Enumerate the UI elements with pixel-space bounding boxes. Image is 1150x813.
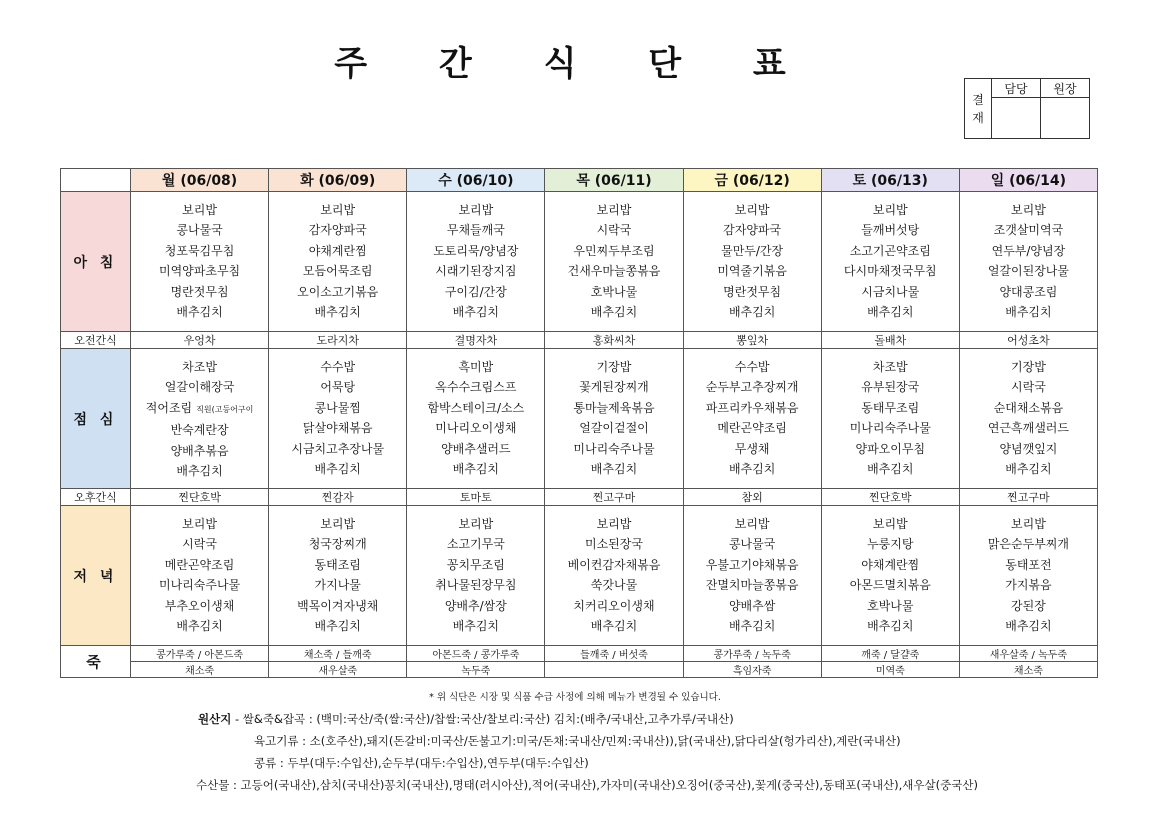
porridge-cell: 채소죽 / 들깨죽 (269, 646, 407, 662)
breakfast-menu-item: 배추김치 (452, 305, 500, 320)
breakfast-menu-item: 건새우마늘쫑볶음 (567, 264, 661, 279)
pm-snack-label: 오후간식 (61, 489, 131, 506)
am-snack-cell: 어성초차 (959, 332, 1097, 349)
lunch-menu-item: 배추김치 (1005, 462, 1052, 477)
dinner-menu-item: 가지나물 (314, 578, 361, 593)
lunch-cell (407, 349, 545, 489)
dinner-menu-item: 백목이겨자냉채 (297, 598, 379, 613)
lunch-menu-item: 흑미밥 (458, 360, 494, 374)
breakfast-menu-item: 도토리묵/양념장 (433, 243, 519, 258)
dinner-menu-item: 꽁치무조림 (446, 557, 505, 572)
dinner-menu-item: 호박나물 (867, 598, 914, 613)
lunch-menu-item: 꽃게된장찌개 (579, 380, 649, 395)
dinner-menu-item: 우불고기야채볶음 (705, 557, 799, 572)
breakfast-menu-item: 콩나물국 (176, 223, 223, 238)
porridge-cell: 미역죽 (821, 662, 959, 678)
lunch-menu-item: 수수밥 (320, 360, 356, 374)
dinner-label: 저 녁 (61, 506, 131, 646)
lunch-cell (545, 349, 683, 489)
am-snack-cell: 우엉차 (131, 332, 269, 349)
lunch-menu-item: 양파오이무침 (855, 441, 926, 456)
dinner-menu-item: 베이컨감자채볶음 (567, 557, 661, 572)
lunch-menu-item: 옥수수크림스프 (435, 380, 517, 395)
dinner-menu-item: 메란곤약조림 (164, 557, 235, 572)
breakfast-cell (959, 192, 1097, 332)
breakfast-menu-item: 미역줄기볶음 (717, 264, 787, 279)
lunch-menu-item: 배추김치 (314, 462, 361, 477)
lunch-menu-item: 미나리오이생채 (435, 421, 517, 436)
lunch-menu-item: 차조밥 (872, 360, 908, 374)
approval-box (964, 78, 1090, 139)
dinner-cell (269, 506, 407, 646)
breakfast-menu-item: 시래기된장지짐 (435, 264, 517, 279)
dinner-menu-item: 콩나물국 (728, 537, 776, 552)
dinner-cell (407, 506, 545, 646)
origin-line-2: 육고기류 : 소(호주산),돼지(돈갈비:미국산/돈불고기:미국/돈채:국내산/민찌:국내산)),닭(국내산),닭다리살(헝가리산),계란(국내산) (254, 734, 901, 748)
breakfast-cell (683, 192, 821, 332)
dinner-menu-item: 양배추쌈 (728, 598, 776, 613)
day-header: 일 (06/14) (959, 169, 1097, 192)
dinner-menu-item: 보리밥 (596, 517, 632, 531)
lunch-menu-item: 적어조림 직원(고등어구이 (145, 400, 254, 415)
breakfast-menu-item: 시금치나물 (861, 284, 920, 299)
breakfast-menu-item: 보리밥 (320, 203, 356, 217)
breakfast-menu-item: 배추김치 (590, 305, 638, 320)
lunch-menu-item: 기장밥 (1011, 360, 1046, 374)
breakfast-menu-item: 시락국 (596, 223, 632, 238)
dinner-cell (959, 506, 1097, 646)
breakfast-menu-item: 청포묵김무침 (164, 243, 235, 258)
dinner-menu-item: 보리밥 (182, 517, 217, 531)
dinner-menu-item: 맑은순두부찌개 (987, 537, 1069, 552)
lunch-menu-item: 배추김치 (590, 462, 638, 477)
lunch-menu-item: 양배추샐러드 (441, 441, 511, 456)
pm-snack-cell: 찐단호박 (131, 489, 269, 506)
porridge-cell: 채소죽 (131, 662, 269, 678)
pm-snack-cell: 찐단호박 (821, 489, 959, 506)
am-snack-cell: 도라지차 (269, 332, 407, 349)
dinner-menu-item: 가지볶음 (1005, 578, 1052, 593)
breakfast-menu-item: 다시마채젓국무침 (843, 264, 937, 279)
lunch-cell (821, 349, 959, 489)
lunch-cell (959, 349, 1097, 489)
pm-snack-cell: 찐고구마 (545, 489, 683, 506)
porridge-cell: 깨죽 / 달걀죽 (821, 646, 959, 662)
dinner-menu-item: 배추김치 (452, 619, 500, 634)
am-snack-cell: 뽕잎차 (683, 332, 821, 349)
breakfast-menu-item: 무채들깨국 (446, 223, 505, 238)
lunch-menu-item: 닭살야채볶음 (302, 421, 373, 436)
day-header: 월 (06/08) (131, 169, 269, 192)
dinner-cell (683, 506, 821, 646)
lunch-menu-item: 연근흑깨샐러드 (987, 421, 1069, 436)
porridge-cell: 콩가루죽 / 녹두죽 (683, 646, 821, 662)
day-header: 목 (06/11) (545, 169, 683, 192)
lunch-row (61, 349, 1098, 489)
lunch-menu-item: 미나리숙주나물 (573, 441, 655, 456)
lunch-menu-item: 시락국 (1011, 380, 1046, 395)
breakfast-menu-item: 야채계란찜 (308, 243, 367, 258)
lunch-menu-item: 배추김치 (867, 462, 914, 477)
porridge-cell: 녹두죽 (407, 662, 545, 678)
dinner-menu-item: 동태포전 (1005, 557, 1052, 572)
dinner-menu-item: 양배추/쌈장 (444, 598, 507, 613)
approval-sign-director[interactable] (1041, 98, 1090, 139)
lunch-menu-item: 기장밥 (596, 360, 632, 374)
lunch-menu-item: 반숙계란장 (170, 423, 229, 438)
origin-line-3: 콩류 : 두부(대두:수입산),순두부(대두:수입산),연두부(대두:수입산) (254, 756, 589, 770)
lunch-staff-note: 직원(고등어구이 (196, 404, 254, 414)
lunch-menu-item: 차조밥 (182, 360, 217, 374)
lunch-cell (131, 349, 269, 489)
porridge-cell: 새우살죽 (269, 662, 407, 678)
dinner-menu-item: 치커리오이생채 (573, 598, 655, 613)
day-header: 수 (06/10) (407, 169, 545, 192)
lunch-menu-item: 콩나물찜 (314, 400, 361, 415)
pm-snack-cell: 참외 (683, 489, 821, 506)
lunch-cell (269, 349, 407, 489)
porridge-cell: 새우살죽 / 녹두죽 (959, 646, 1097, 662)
lunch-menu-item: 양배추볶음 (170, 443, 229, 458)
porridge-row-2 (61, 662, 1098, 678)
breakfast-menu-item: 배추김치 (1005, 305, 1052, 320)
breakfast-menu-item: 구이김/간장 (444, 284, 507, 299)
porridge-cell: 아몬드죽 / 콩가루죽 (407, 646, 545, 662)
dinner-menu-item: 배추김치 (728, 619, 776, 634)
am-snack-cell: 홍화씨차 (545, 332, 683, 349)
breakfast-menu-item: 보리밥 (182, 203, 217, 217)
dinner-menu-item: 누룽지탕 (867, 537, 914, 552)
breakfast-cell (821, 192, 959, 332)
dinner-menu-item: 청국장찌개 (308, 537, 367, 552)
am-snack-row (61, 332, 1098, 349)
day-header: 금 (06/12) (683, 169, 821, 192)
porridge-cell: 채소죽 (959, 662, 1097, 678)
dinner-menu-item: 배추김치 (314, 619, 361, 634)
lunch-label: 점 심 (61, 349, 131, 489)
day-header-row (61, 169, 1098, 192)
am-snack-cell: 결명자차 (407, 332, 545, 349)
dinner-menu-item: 배추김치 (867, 619, 914, 634)
lunch-menu-item: 순대채소볶음 (993, 400, 1064, 415)
origin-rice: - 쌀&죽&잡곡 : (백미:국산/죽(쌀:국산)/찹쌀:국산/찰보리:국산) 김치:(배추/국내산,고추가루/국내산) (231, 712, 734, 726)
dinner-menu-item: 소고기무국 (446, 537, 505, 552)
porridge-cell: 콩가루죽 / 아몬드죽 (131, 646, 269, 662)
porridge-label: 죽 (61, 646, 131, 678)
corner-cell (61, 169, 131, 192)
dinner-menu-item: 보리밥 (458, 517, 494, 531)
dinner-menu-item: 보리밥 (320, 517, 356, 531)
day-header: 화 (06/09) (269, 169, 407, 192)
dinner-menu-item: 취나물된장무침 (435, 578, 517, 593)
dinner-menu-item: 미소된장국 (585, 537, 643, 552)
breakfast-menu-item: 얼갈이된장나물 (987, 264, 1069, 279)
lunch-menu-item: 배추김치 (728, 462, 776, 477)
lunch-menu-item: 어묵탕 (320, 380, 356, 395)
breakfast-menu-item: 미역양파초무침 (158, 264, 241, 279)
dinner-menu-item: 쑥갓나물 (590, 578, 638, 593)
breakfast-menu-item: 감자양파국 (308, 223, 367, 238)
dinner-menu-item: 미나리숙주나물 (158, 578, 241, 593)
dinner-menu-item: 아몬드멸치볶음 (849, 578, 931, 593)
breakfast-menu-item: 배추김치 (176, 305, 223, 320)
dinner-menu-item: 배추김치 (176, 619, 223, 634)
dinner-menu-item: 보리밥 (872, 517, 908, 531)
lunch-menu-item: 유부된장국 (861, 380, 920, 395)
porridge-cell: 들깨죽 / 버섯죽 (545, 646, 683, 662)
dinner-menu-item: 잔멸치마늘쫑볶음 (705, 578, 799, 593)
breakfast-menu-item: 소고기곤약조림 (849, 243, 931, 258)
breakfast-cell (269, 192, 407, 332)
breakfast-menu-item: 보리밥 (734, 203, 770, 217)
lunch-menu-item: 배추김치 (176, 464, 223, 479)
breakfast-menu-item: 양대콩조림 (999, 284, 1058, 299)
breakfast-cell (407, 192, 545, 332)
dinner-menu-item: 배추김치 (1005, 619, 1052, 634)
origin-line-1 (198, 708, 978, 730)
breakfast-menu-item: 보리밥 (872, 203, 908, 217)
lunch-menu-item: 미나리숙주나물 (849, 421, 931, 436)
breakfast-cell (131, 192, 269, 332)
lunch-menu-item: 배추김치 (452, 462, 500, 477)
lunch-menu-item: 파프리카우채볶음 (705, 400, 799, 415)
dinner-menu-item: 보리밥 (1011, 517, 1046, 531)
breakfast-menu-item: 감자양파국 (723, 223, 782, 238)
breakfast-menu-item: 배추김치 (314, 305, 361, 320)
breakfast-menu-item: 우민찌두부조림 (573, 243, 655, 258)
breakfast-menu-item: 호박나물 (590, 284, 638, 299)
breakfast-menu-item: 보리밥 (596, 203, 632, 217)
breakfast-menu-item: 모듬어묵조림 (302, 264, 373, 279)
breakfast-row (61, 192, 1098, 332)
approval-col-manager: 담당 (992, 79, 1041, 98)
lunch-menu-item: 무생채 (734, 441, 770, 456)
am-snack-cell: 돌배차 (821, 332, 959, 349)
approval-col-director: 원장 (1041, 79, 1090, 98)
breakfast-label: 아 침 (61, 192, 131, 332)
breakfast-menu-item: 배추김치 (728, 305, 776, 320)
lunch-menu-item: 시금치고추장나물 (291, 441, 385, 456)
lunch-menu-item: 통마늘제육볶음 (573, 400, 655, 415)
lunch-menu-item: 순두부고추장찌개 (705, 380, 799, 395)
dinner-cell (131, 506, 269, 646)
origin-info (198, 708, 978, 796)
breakfast-menu-item: 연두부/양념장 (991, 243, 1066, 258)
lunch-menu-item: 동태무조림 (861, 400, 920, 415)
breakfast-menu-item: 오이소고기볶음 (297, 284, 379, 299)
breakfast-menu-item: 물만두/간장 (721, 243, 784, 258)
menu-change-notice: * 위 식단은 시장 및 식품 수급 사정에 의해 메뉴가 변경될 수 있습니다. (429, 692, 721, 703)
am-snack-label: 오전간식 (61, 332, 131, 349)
breakfast-menu-item: 조갯살미역국 (993, 223, 1064, 238)
breakfast-cell (545, 192, 683, 332)
porridge-row-1 (61, 646, 1098, 662)
dinner-menu-item: 부추오이생채 (164, 598, 235, 613)
pm-snack-cell: 찐고구마 (959, 489, 1097, 506)
lunch-menu-item: 얼갈이겉절이 (579, 421, 649, 436)
dinner-cell (821, 506, 959, 646)
breakfast-menu-item: 명란젓무침 (170, 284, 229, 299)
origin-line-4: 수산물 : 고등어(국내산),삼치(국내산)꽁치(국내산),명태(러시아산),적어(국내산),가자미(국내산)오징어(중국산),꽃게(중국산),동태포(국내산),새우살(중국산) (196, 778, 978, 792)
dinner-cell (545, 506, 683, 646)
breakfast-menu-item: 보리밥 (458, 203, 494, 217)
weekly-menu-table (60, 168, 1098, 678)
lunch-menu-item: 함박스테이크/소스 (427, 400, 525, 415)
dinner-menu-item: 시락국 (182, 537, 217, 552)
day-header: 토 (06/13) (821, 169, 959, 192)
pm-snack-row (61, 489, 1098, 506)
lunch-menu-item: 수수밥 (734, 360, 770, 374)
approval-sign-manager[interactable] (992, 98, 1041, 139)
breakfast-menu-item: 명란젓무침 (723, 284, 782, 299)
approval-side-label (965, 79, 992, 139)
breakfast-menu-item: 배추김치 (867, 305, 914, 320)
dinner-menu-item: 강된장 (1011, 598, 1046, 613)
dinner-menu-item: 배추김치 (590, 619, 638, 634)
dinner-menu-item: 동태조림 (314, 557, 361, 572)
porridge-cell (545, 662, 683, 678)
page-title: 주 간 식 단 표 (334, 44, 816, 84)
lunch-menu-item: 메란곤약조림 (717, 421, 787, 436)
approval-side-text: 결 재 (972, 92, 984, 125)
dinner-menu-item: 보리밥 (734, 517, 770, 531)
pm-snack-cell: 찐감자 (269, 489, 407, 506)
breakfast-menu-item: 보리밥 (1011, 203, 1046, 217)
porridge-cell: 흑임자죽 (683, 662, 821, 678)
dinner-row (61, 506, 1098, 646)
lunch-menu-item: 양념깻잎지 (999, 441, 1058, 456)
pm-snack-cell: 토마토 (407, 489, 545, 506)
lunch-menu-item: 얼갈이해장국 (164, 380, 235, 395)
origin-label: 원산지 (198, 712, 232, 726)
dinner-menu-item: 야채계란찜 (861, 557, 920, 572)
lunch-cell (683, 349, 821, 489)
breakfast-menu-item: 들깨버섯탕 (861, 223, 920, 238)
